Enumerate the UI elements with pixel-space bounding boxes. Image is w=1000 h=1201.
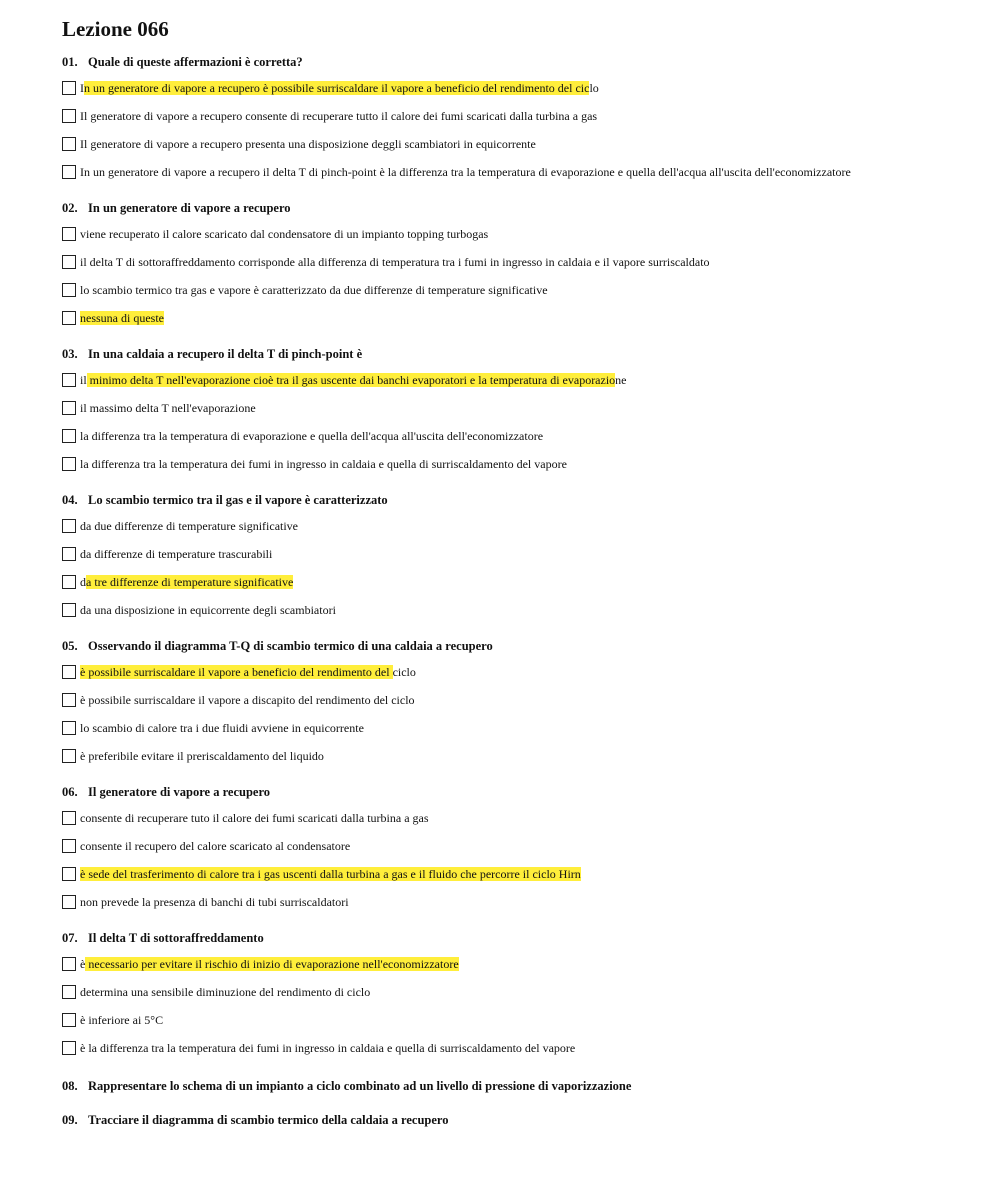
answer-option (62, 158, 982, 186)
answer-checkbox[interactable] (62, 665, 76, 679)
answer-option (62, 304, 982, 332)
answer-checkbox[interactable] (62, 519, 76, 533)
question-number: 03. (62, 347, 78, 361)
answer-checkbox[interactable] (62, 693, 76, 707)
answer-text-plain: da due differenze di temperature significative (80, 518, 299, 533)
answer-checkbox[interactable] (62, 81, 76, 95)
question-text: Il generatore di vapore a recupero (88, 785, 271, 799)
answer-text (80, 137, 536, 152)
answer-option (62, 714, 982, 742)
answer-text-plain: consente il recupero del calore scaricato al condensatore (80, 838, 351, 853)
answer-option (62, 832, 982, 860)
question-number: 02. (62, 201, 78, 215)
answer-text-plain: viene recuperato il calore scaricato dal condensatore di un impianto topping turbogas (80, 226, 489, 241)
answer-text-plain: Il generatore di vapore a recupero presenta una disposizione deggli scambiatori in equicorrente (80, 136, 536, 151)
answer-text (80, 957, 459, 972)
answer-checkbox[interactable] (62, 373, 76, 387)
question-08 (62, 1076, 982, 1096)
question-01 (62, 52, 982, 186)
question-06 (62, 782, 982, 916)
answer-text (80, 1013, 163, 1028)
answer-text (80, 519, 298, 534)
question-text: Osservando il diagramma T-Q di scambio termico di una caldaia a recupero (88, 639, 493, 653)
answer-option (62, 366, 982, 394)
question-heading (62, 1110, 982, 1130)
answer-text-plain: I (80, 80, 84, 95)
answer-text (80, 721, 364, 736)
question-03 (62, 344, 982, 478)
answer-text (80, 547, 272, 562)
answer-checkbox[interactable] (62, 867, 76, 881)
answer-option (62, 804, 982, 832)
answer-text (80, 749, 324, 764)
answer-text-plain: il massimo delta T nell'evaporazione (80, 400, 256, 415)
answer-text (80, 109, 597, 124)
answer-checkbox[interactable] (62, 811, 76, 825)
answer-text (80, 311, 164, 326)
answer-text (80, 811, 429, 826)
answer-text-plain: lo (589, 80, 599, 95)
highlighted-answer-text: necessario per evitare il rischio di inizio di evaporazione nell'economizzatore (85, 956, 459, 971)
answer-option (62, 860, 982, 888)
answer-text-plain: il (80, 372, 87, 387)
answer-text-plain: lo scambio termico tra gas e vapore è caratterizzato da due differenze di temperature significative (80, 282, 548, 297)
answer-option (62, 512, 982, 540)
question-text: Quale di queste affermazioni è corretta? (88, 55, 303, 69)
answer-text (80, 373, 627, 388)
answer-checkbox[interactable] (62, 957, 76, 971)
answer-option (62, 220, 982, 248)
answer-checkbox[interactable] (62, 283, 76, 297)
answer-option (62, 742, 982, 770)
answer-option (62, 74, 982, 102)
answer-option (62, 950, 982, 978)
question-number: 05. (62, 639, 78, 653)
answer-text-plain: la differenza tra la temperatura dei fumi in ingresso in caldaia e quella di surriscaldamento del vapore (80, 456, 567, 471)
answer-text-plain: la differenza tra la temperatura di evaporazione e quella dell'acqua all'uscita dell'economizzatore (80, 428, 544, 443)
answer-text-plain: ne (615, 372, 627, 387)
answer-checkbox[interactable] (62, 165, 76, 179)
answer-text (80, 895, 349, 910)
answer-checkbox[interactable] (62, 255, 76, 269)
answer-text (80, 1041, 575, 1056)
highlighted-answer-text: è possibile surriscaldare il vapore a beneficio del rendimento del (80, 664, 393, 679)
question-heading (62, 344, 982, 364)
answer-checkbox[interactable] (62, 401, 76, 415)
answer-checkbox[interactable] (62, 839, 76, 853)
question-text: Il delta T di sottoraffreddamento (88, 931, 264, 945)
highlighted-answer-text: minimo delta T nell'evaporazione cioè tra il gas uscente dai banchi evaporatori e la temperatura di evaporazio (86, 372, 616, 387)
highlighted-answer-text: è sede del trasferimento di calore tra i gas uscenti dalla turbina a gas e il fluido che percorre il ciclo Hirn (80, 866, 581, 881)
question-heading (62, 928, 982, 948)
answer-option (62, 596, 982, 624)
answer-checkbox[interactable] (62, 547, 76, 561)
answer-text-plain: da differenze di temperature trascurabili (80, 546, 273, 561)
highlighted-answer-text: a tre differenze di temperature significative (86, 574, 294, 589)
question-number: 04. (62, 493, 78, 507)
question-text: Lo scambio termico tra il gas e il vapore è caratterizzato (88, 493, 388, 507)
answer-option (62, 102, 982, 130)
answer-text-plain: è possibile surriscaldare il vapore a discapito del rendimento del ciclo (80, 692, 415, 707)
question-07 (62, 928, 982, 1062)
answer-text (80, 227, 488, 242)
question-heading (62, 636, 982, 656)
answer-option (62, 568, 982, 596)
answer-checkbox[interactable] (62, 429, 76, 443)
answer-checkbox[interactable] (62, 603, 76, 617)
answer-text-plain: da una disposizione in equicorrente degli scambiatori (80, 602, 336, 617)
answer-text-plain: d (80, 574, 86, 589)
answer-option (62, 978, 982, 1006)
page-title: Lezione 066 (62, 17, 169, 41)
answer-text (80, 165, 851, 180)
answer-option (62, 888, 982, 916)
question-heading (62, 52, 982, 72)
answer-checkbox[interactable] (62, 895, 76, 909)
question-text: In un generatore di vapore a recupero (88, 201, 291, 215)
answer-checkbox[interactable] (62, 575, 76, 589)
answer-checkbox[interactable] (62, 109, 76, 123)
answer-text (80, 255, 710, 270)
answer-text (80, 457, 567, 472)
answer-checkbox[interactable] (62, 1041, 76, 1055)
question-text: Rappresentare lo schema di un impianto a ciclo combinato ad un livello di pressione di vaporizzazione (88, 1079, 632, 1093)
answer-text-plain: Il generatore di vapore a recupero consente di recuperare tutto il calore dei fumi scaricati dalla turbina a gas (80, 108, 598, 123)
answer-option (62, 1034, 982, 1062)
answer-option (62, 130, 982, 158)
question-heading (62, 198, 982, 218)
answer-option (62, 394, 982, 422)
document (62, 16, 982, 1132)
answer-text (80, 401, 256, 416)
question-number: 07. (62, 931, 78, 945)
answer-text-plain: non prevede la presenza di banchi di tubi surriscaldatori (80, 894, 349, 909)
question-heading (62, 782, 982, 802)
answer-option (62, 248, 982, 276)
answer-text (80, 985, 370, 1000)
answer-text (80, 429, 543, 444)
answer-text-plain: determina una sensibile diminuzione del rendimento di ciclo (80, 984, 371, 999)
answer-text (80, 693, 415, 708)
answer-checkbox[interactable] (62, 721, 76, 735)
answer-text-plain: è (80, 956, 86, 971)
answer-checkbox[interactable] (62, 457, 76, 471)
answer-option (62, 1006, 982, 1034)
highlighted-answer-text: nessuna di queste (80, 310, 164, 325)
answer-text-plain: In un generatore di vapore a recupero il delta T di pinch-point è la differenza tra la temperatura di evaporazione e quella dell'acqua all'uscita dell'economizzatore (80, 164, 851, 179)
answer-text (80, 81, 599, 96)
question-number: 01. (62, 55, 78, 69)
answer-text (80, 575, 293, 590)
answer-option (62, 276, 982, 304)
answer-text-plain: il delta T di sottoraffreddamento corrisponde alla differenza di temperatura tra i fumi in ingresso in caldaia e il vapore surriscaldato (80, 254, 710, 269)
answer-option (62, 658, 982, 686)
answer-option (62, 686, 982, 714)
highlighted-answer-text: n un generatore di vapore a recupero è possibile surriscaldare il vapore a beneficio del rendimento del cic (84, 80, 590, 95)
answer-text-plain: lo scambio di calore tra i due fluidi avviene in equicorrente (80, 720, 364, 735)
question-text: Tracciare il diagramma di scambio termico della caldaia a recupero (88, 1113, 449, 1127)
question-heading (62, 1076, 982, 1096)
answer-checkbox[interactable] (62, 749, 76, 763)
answer-option (62, 540, 982, 568)
question-heading (62, 490, 982, 510)
answer-checkbox[interactable] (62, 137, 76, 151)
question-list (62, 52, 982, 1130)
answer-option (62, 422, 982, 450)
answer-text (80, 665, 416, 680)
answer-checkbox[interactable] (62, 1013, 76, 1027)
answer-checkbox[interactable] (62, 227, 76, 241)
answer-text (80, 867, 581, 882)
answer-text-plain: è inferiore ai 5°C (80, 1012, 164, 1027)
question-02 (62, 198, 982, 332)
question-number: 09. (62, 1113, 78, 1127)
answer-text (80, 603, 336, 618)
answer-option (62, 450, 982, 478)
question-05 (62, 636, 982, 770)
question-text: In una caldaia a recupero il delta T di pinch-point è (88, 347, 363, 361)
answer-text-plain: ciclo (392, 664, 416, 679)
answer-checkbox[interactable] (62, 311, 76, 325)
answer-text-plain: è la differenza tra la temperatura dei fumi in ingresso in caldaia e quella di surriscaldamento del vapore (80, 1040, 576, 1055)
answer-text (80, 283, 548, 298)
answer-text (80, 839, 350, 854)
answer-text-plain: è preferibile evitare il preriscaldamento del liquido (80, 748, 324, 763)
answer-text-plain: consente di recuperare tuto il calore dei fumi scaricati dalla turbina a gas (80, 810, 429, 825)
question-number: 08. (62, 1079, 78, 1093)
question-04 (62, 490, 982, 624)
question-09 (62, 1110, 982, 1130)
question-number: 06. (62, 785, 78, 799)
answer-checkbox[interactable] (62, 985, 76, 999)
